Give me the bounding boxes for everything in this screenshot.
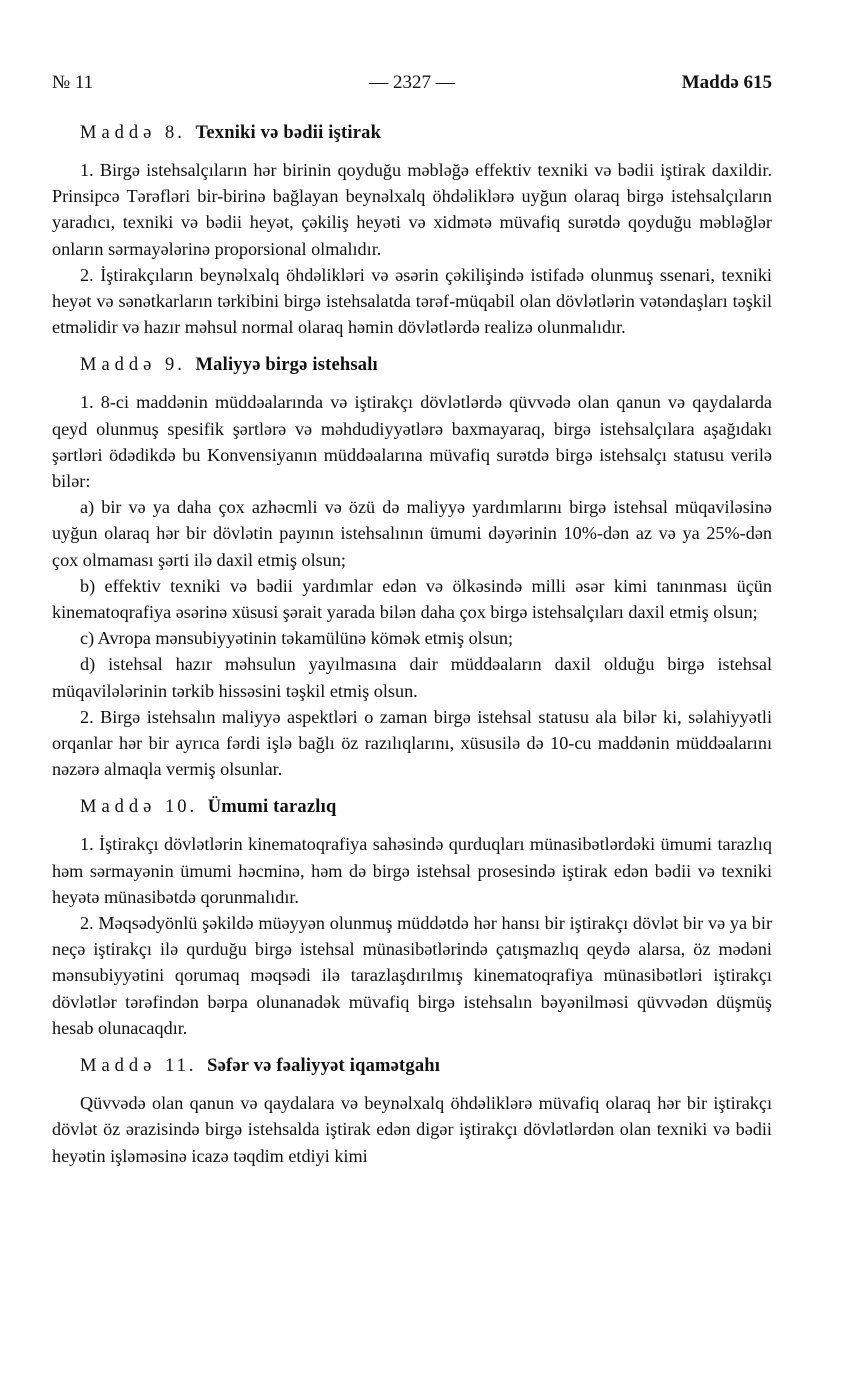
article-heading xyxy=(52,1053,772,1079)
page-number: — 2327 — xyxy=(369,72,455,93)
article-10 xyxy=(52,794,772,1041)
article-title: Maliyyə birgə istehsalı xyxy=(195,355,378,376)
article-number: 9. xyxy=(165,355,185,376)
article-heading xyxy=(52,352,772,378)
article-heading xyxy=(52,794,772,820)
article-title: Texniki və bədii iştirak xyxy=(195,123,382,143)
article-heading xyxy=(52,120,772,146)
article-title: Səfər və fəaliyyət iqamətgahı xyxy=(207,1056,441,1077)
article-8 xyxy=(52,120,772,340)
article-11 xyxy=(52,1053,772,1169)
article-9 xyxy=(52,352,772,782)
article-number: 8. xyxy=(165,123,185,143)
article-paragraph: 1. İştirakçı dövlətlərin kinematoqrafiya sahəsində qurduqları münasibətlərdəki ümumi tarazlıq həm sərmayənin ümumi həcminə, həm də birgə istehsal prosesində iştirak edən bədii və texniki heyətə münasibətdə qorunmalıdır. xyxy=(52,834,772,907)
article-paragraph: 2. Məqsədyönlü şəkildə müəyyən olunmuş müddətdə hər hansı bir iştirakçı dövlət bir və ya bir neçə iştirakçı ilə qurduğu birgə istehsal münasibətlərində çatışmazlıq qeydə alarsa, öz mədəni mənsubiyyətini qorumaq məqsədi ilə tarazlaşdırılmış kinematoqrafiya münasibətləri iştirakçı dövlətlər tərəfindən bərpa olunanadək müvafiq birgə istehsalın bəyənilməsi qüvvədən düşmüş hesab olunacaqdır. xyxy=(52,913,772,1038)
document-page xyxy=(52,72,772,1169)
article-paragraph: Qüvvədə olan qanun və qaydalara və beynəlxalq öhdəliklərə müvafiq olaraq hər bir iştirakçı dövlət öz ərazisində birgə istehsalda iştirak edən digər iştirakçı dövlətlərdən olan texniki və bədii heyətin işləməsinə icazə təqdim etdiyi kimi xyxy=(52,1093,772,1166)
page-header xyxy=(52,72,772,100)
article-label: Maddə xyxy=(80,797,157,818)
article-label: Maddə xyxy=(80,1056,157,1077)
article-number: 10. xyxy=(165,797,198,818)
article-paragraph: 2. İştirakçıların beynəlxalq öhdəlikləri və əsərin çəkilişində istifadə olunmuş ssenari, texniki heyət və sənətkarların tərkibini birgə istehsalatda tərəf-müqabil olan dövlətlərin vətəndaşları təşkil etməlidir və hazır məhsul normal olaraq həmin dövlətlərdə realizə olunmalıdır. xyxy=(52,264,772,338)
article-reference: Maddə 615 xyxy=(681,72,772,93)
article-paragraph: 1. 8-ci maddənin müddəalarında və iştirakçı dövlətlərdə qüvvədə olan qanun və qaydalarda qeyd olunmuş spesifik şərtlərə və məhdudiyyətlərə baxmayaraq, birgə istehsalçılara aşağıdakı şərtləri ödədikdə bu Konvensiyanın müddəalarına müvafiq surətdə birgə istehsalçı statusu verilə bilər: xyxy=(52,392,772,492)
article-number: 11. xyxy=(165,1056,197,1077)
article-title: Ümumi tarazlıq xyxy=(207,797,337,818)
article-label: Maddə xyxy=(80,355,157,376)
article-subpoint: c) Avropa mənsubiyyətinin təkamülünə kömək etmiş olsun; xyxy=(80,628,514,649)
article-paragraph: 2. Birgə istehsalın maliyyə aspektləri o zaman birgə istehsal statusu ala bilər ki, səlahiyyətli orqanlar hər bir ayrıca fərdi işlə bağlı öz razılıqlarını, xüsusilə də 10-cu maddənin müddəalarını nəzərə almaqla vermiş olsunlar. xyxy=(52,706,772,780)
issue-number: № 11 xyxy=(52,72,94,93)
article-subpoint: a) bir və ya daha çox azhəcmli və özü də maliyyə yardımlarını birgə istehsal müqaviləsinə uyğun olaraq hər bir dövlətin payının istehsalının ümumi dəyərinin 10%-dən az və ya 25%-dən çox olmaması şərti ilə daxil etmiş olsun; xyxy=(52,497,772,570)
article-paragraph: 1. Birgə istehsalçıların hər birinin qoyduğu məbləğə effektiv texniki və bədii iştirak daxildir. Prinsipcə Tərəfləri bir-birinə bağlayan beynəlxalq öhdəliklərə uyğun olaraq birgə istehsalçıların yaradıcı, texniki və bədii heyət, çəkiliş heyəti və xidmətə müvafiq surətdə qoyduğu məbləğlər onların sərmayələrinə proporsional olmalıdır. xyxy=(52,160,772,259)
article-label: Maddə xyxy=(80,123,157,143)
article-subpoint: b) effektiv texniki və bədii yardımlar edən və ölkəsində milli əsər kimi tanınması üçün kinematoqrafiya əsərinə xüsusi şərait yarada bilən daha çox birgə istehsalçıları daxil etmiş olsun; xyxy=(52,575,772,623)
article-subpoint: d) istehsal hazır məhsulun yayılmasına dair müddəaların daxil olduğu birgə istehsal müqavilələrinin tərkib hissəsini təşkil etmiş olsun. xyxy=(52,654,772,701)
